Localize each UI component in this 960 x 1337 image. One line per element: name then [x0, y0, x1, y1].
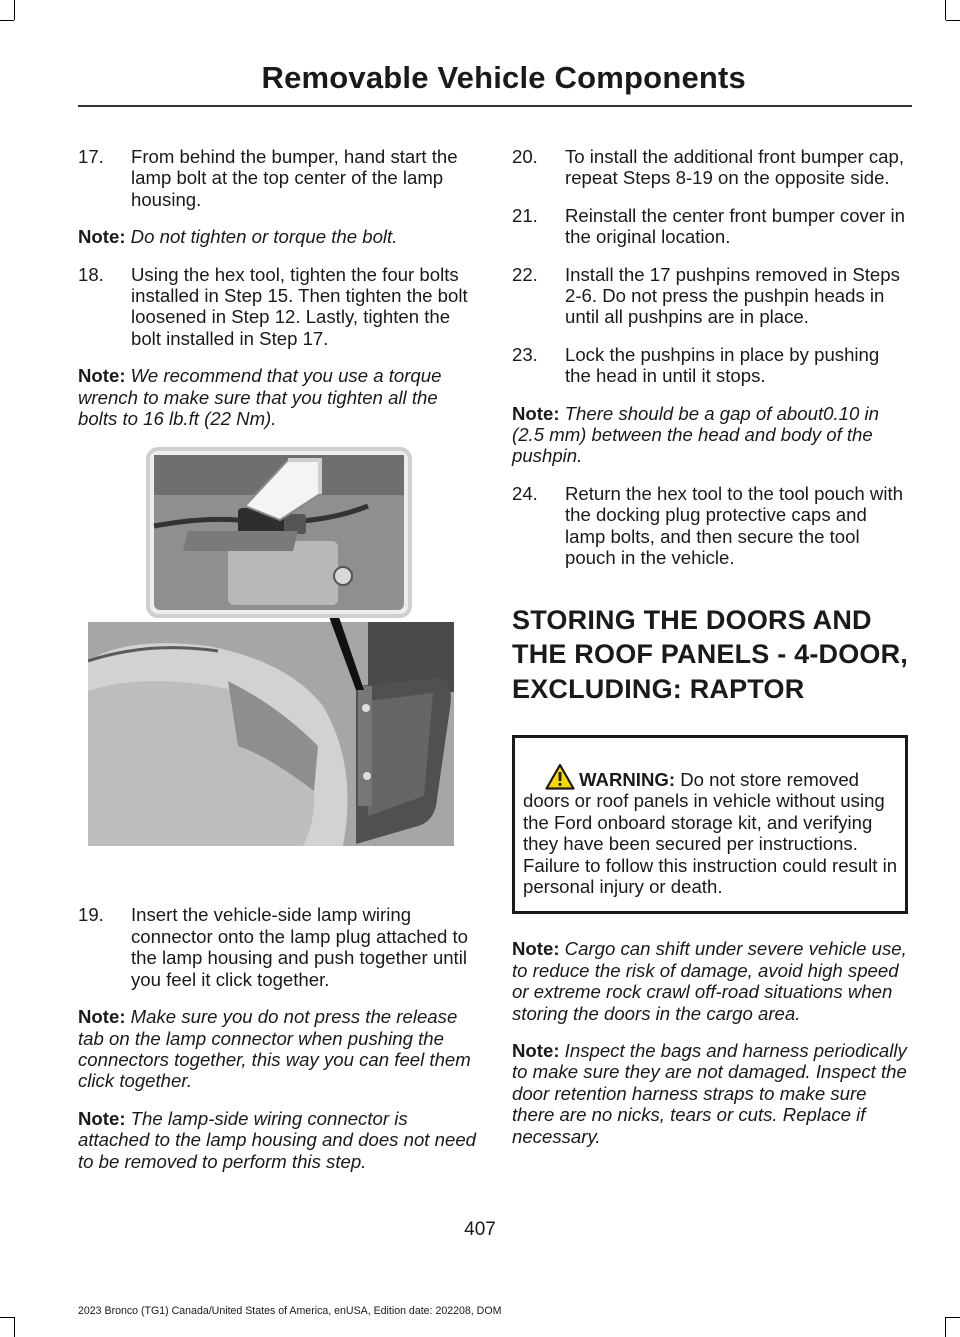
note-text: Do not tighten or torque the bolt. — [125, 226, 398, 248]
crop-mark — [945, 1317, 946, 1337]
note-text: There should be a gap of about0.10 in (2.5 mm) between the head and body of the pushpin. — [512, 402, 879, 467]
note-text: Inspect the bags and harness periodically to make sure they are not damaged. Inspect the door retention harness straps to make sure there are no nicks, tears or cuts. Replace if necessary. — [512, 1040, 907, 1147]
note-text: Make sure you do not press the release tab on the lamp connector when pushing the connectors together, this way you can feel them click together. — [78, 1006, 471, 1092]
step-number: 21. — [512, 204, 538, 226]
step-number: 23. — [512, 343, 538, 365]
note-label: Note: — [512, 1040, 560, 1062]
warning-label: WARNING: — [579, 769, 676, 790]
step-text: From behind the bumper, hand start the lamp bolt at the top center of the lamp housing. — [131, 146, 458, 210]
step-number: 20. — [512, 146, 538, 167]
step-number: 19. — [78, 904, 104, 926]
note-label: Note: — [512, 938, 560, 960]
warning-box — [512, 735, 908, 914]
step-text: Return the hex tool to the tool pouch with the docking plug protective caps and lamp bolts, and then secure the tool pouch in the vehicle. — [565, 482, 904, 569]
warning-text: Do not store removed doors or roof panels in vehicle without using the Ford onboard storage kit, and verifying they have been secured per instructions. Failure to follow this instruction could result in personal injury or death. — [523, 769, 898, 898]
crop-mark — [14, 1317, 15, 1337]
bolt — [362, 704, 370, 712]
step-22 — [512, 264, 908, 328]
lamp-connector-illustration — [88, 446, 454, 846]
step-21 — [512, 205, 908, 248]
note-label: Note: — [78, 1107, 126, 1129]
step-text: Insert the vehicle-side lamp wiring connector onto the lamp plug attached to the lamp housing and push together until you feel it click together. — [131, 904, 468, 990]
note-label: Note: — [78, 365, 126, 387]
note-text: We recommend that you use a torque wrench to make sure that you tighten all the bolts to 16 lb.ft (22 Nm). — [78, 365, 442, 430]
inset-bracket — [183, 531, 298, 551]
right-column — [512, 146, 908, 1163]
header-divider — [78, 105, 912, 107]
crop-mark — [0, 1317, 14, 1318]
step-text: To install the additional front bumper cap, repeat Steps 8-19 on the opposite side. — [565, 146, 905, 189]
step-number: 22. — [512, 263, 538, 285]
note — [78, 226, 476, 247]
step-20 — [512, 146, 908, 189]
edition-line: 2023 Bronco (TG1) Canada/United States of America, enUSA, Edition date: 202208, DOM — [78, 1305, 502, 1317]
step-text: Install the 17 pushpins removed in Steps 2-6. Do not press the pushpin heads in until all pushpins are in place. — [565, 263, 900, 328]
step-text: Reinstall the center front bumper cover in the original location. — [565, 204, 906, 248]
step-number: 18. — [78, 263, 104, 285]
warning-triangle-icon — [545, 763, 575, 790]
note — [78, 365, 476, 429]
note-label: Note: — [78, 226, 126, 248]
note — [78, 1006, 476, 1092]
step-text: Lock the pushpins in place by pushing the head in until it stops. — [565, 343, 880, 387]
step-number: 17. — [78, 146, 104, 167]
page-number: 407 — [464, 1219, 496, 1240]
lamp-bracket — [358, 686, 372, 806]
crop-mark — [945, 0, 946, 20]
bolt — [363, 772, 371, 780]
note — [512, 1040, 908, 1147]
crop-mark — [14, 0, 15, 20]
step-17 — [78, 146, 476, 210]
step-18 — [78, 264, 476, 350]
page-title: Removable Vehicle Components — [261, 60, 746, 95]
note-text: Cargo can shift under severe vehicle use, to reduce the risk of damage, avoid high speed or extreme rock crawl off-road situations when storing the doors in the cargo area. — [512, 938, 907, 1024]
step-23 — [512, 344, 908, 387]
note-text: The lamp-side wiring connector is attached to the lamp housing and does not need to be removed to perform this step. — [78, 1107, 477, 1172]
section-title: STORING THE DOORS AND THE ROOF PANELS - 4-DOOR, EXCLUDING: RAPTOR — [512, 604, 909, 704]
step-24 — [512, 483, 908, 569]
step-19 — [78, 904, 476, 990]
step-number: 24. — [512, 482, 538, 504]
note — [78, 1108, 476, 1172]
step-text: Using the hex tool, tighten the four bolts installed in Step 15. Then tighten the bolt loosened in Step 12. Lastly, tighten the bolt installed in Step 17. — [131, 263, 468, 349]
note — [512, 938, 908, 1024]
inset-bolt — [334, 567, 352, 585]
note-label: Note: — [78, 1006, 126, 1028]
crop-mark — [946, 1317, 960, 1318]
note-label: Note: — [512, 402, 560, 424]
crop-mark — [946, 20, 960, 21]
note — [512, 403, 908, 467]
crop-mark — [0, 20, 14, 21]
